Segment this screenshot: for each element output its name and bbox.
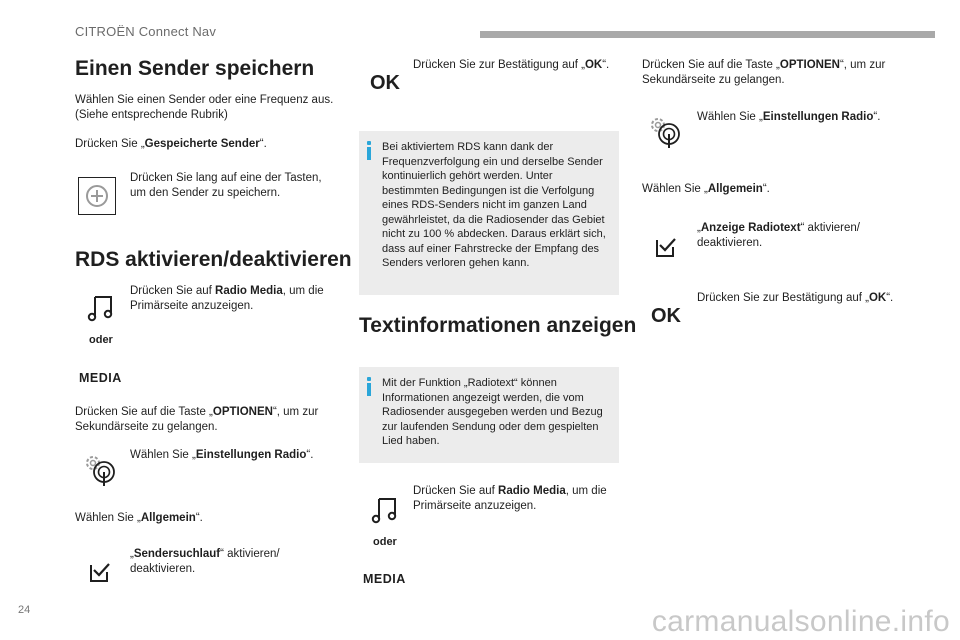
info-note-radiotext	[359, 367, 619, 463]
text: Drücken Sie „	[75, 138, 145, 150]
text: Drücken Sie auf	[413, 485, 499, 497]
paragraph	[130, 284, 340, 314]
bold-text: Sendersuchlauf	[133, 548, 221, 560]
paragraph	[130, 547, 300, 577]
text: “, um zur Sekundärseite zu gelangen.	[642, 59, 886, 86]
bold-text: Allgemein	[707, 183, 763, 195]
text: „	[130, 548, 134, 560]
bold-text: Radio Media	[498, 485, 566, 497]
text: (Siehe entsprechende Rubrik)	[75, 109, 228, 121]
text: , um die Primärseite anzuzeigen.	[130, 285, 324, 312]
page-number: 24	[18, 604, 31, 616]
checkbox-icon	[88, 561, 112, 588]
paragraph	[75, 93, 335, 123]
settings-radio-icon	[82, 452, 120, 493]
paragraph	[697, 110, 907, 125]
media-key-label: MEDIA	[79, 371, 122, 385]
ok-key-label: OK	[370, 72, 400, 94]
paragraph	[642, 58, 902, 88]
text: Wählen Sie einen Sender oder eine Frequenz aus.	[75, 94, 334, 106]
paragraph: Drücken Sie lang auf eine der Tasten, um den Sender zu speichern.	[130, 172, 322, 199]
text: Drücken Sie auf die Taste „	[75, 406, 213, 418]
text: Drücken Sie zur Bestätigung auf „	[413, 59, 585, 71]
checkbox-icon	[654, 236, 678, 263]
watermark: carmanualsonline.info	[651, 605, 950, 638]
text: Drücken Sie auf	[130, 285, 216, 297]
paragraph	[413, 484, 623, 514]
oder-label: oder	[373, 536, 397, 548]
bold-text: Einstellungen Radio	[195, 449, 307, 461]
music-note-icon	[370, 495, 400, 530]
text: , um die Primärseite anzuzeigen.	[413, 485, 607, 512]
bold-text: OPTIONEN	[212, 406, 273, 418]
text: “, um zur Sekundärseite zu gelangen.	[75, 406, 319, 433]
paragraph	[413, 58, 623, 73]
paragraph	[75, 405, 335, 435]
bold-text: OK	[868, 292, 887, 304]
text: “.	[602, 59, 610, 71]
info-note-rds	[359, 131, 619, 295]
ok-key-label: OK	[651, 305, 681, 327]
text: Wählen Sie „	[642, 183, 708, 195]
section-title-save-station: Einen Sender speichern	[75, 57, 315, 80]
bold-text: Radio Media	[215, 285, 283, 297]
text: “ aktivieren/ deaktivieren.	[697, 222, 860, 249]
section-title-radiotext: Textinformationen anzeigen	[359, 314, 637, 337]
text: Wählen Sie „	[697, 111, 763, 123]
section-title-rds: RDS aktivieren/deaktivieren	[75, 248, 352, 271]
paragraph	[75, 137, 335, 152]
paragraph	[130, 448, 340, 463]
text: “.	[195, 512, 203, 524]
text: “ aktivieren/ deaktivieren.	[130, 548, 280, 575]
paragraph	[75, 511, 335, 526]
settings-radio-icon	[647, 114, 685, 155]
music-note-icon	[86, 293, 116, 328]
paragraph	[642, 182, 902, 197]
media-key-label: MEDIA	[363, 572, 406, 586]
text: “.	[886, 292, 894, 304]
bold-text: Anzeige Radiotext	[700, 222, 801, 234]
text: “.	[259, 138, 267, 150]
oder-label: oder	[89, 334, 113, 346]
text: Drücken Sie zur Bestätigung auf „	[697, 292, 869, 304]
text: Drücken Sie auf die Taste „	[642, 59, 780, 71]
text: „	[697, 222, 701, 234]
bold-text: Gespeicherte Sender	[144, 138, 260, 150]
text: Wählen Sie „	[130, 449, 196, 461]
bold-text: Einstellungen Radio	[762, 111, 874, 123]
bold-text: OK	[584, 59, 603, 71]
paragraph	[697, 291, 907, 306]
manual-title: CITROËN Connect Nav	[75, 24, 217, 39]
text: “.	[306, 449, 314, 461]
info-icon	[367, 141, 371, 160]
header-bar	[480, 31, 935, 38]
note-text: Bei aktiviertem RDS kann dank der Frequenzverfolgung ein und derselbe Sender kontinuierlich gehört werden. Unter bestimmten Bedingungen ist die Verfolgung eines RDS-Senders nicht im ganzen Land gewährleistet, da die Radiosender das Gebiet nicht zu 100 % abdecken. Daraus erklärt sich, dass auf einer Fahrstrecke der Empfang des Senders verloren gehen kann.	[382, 141, 606, 269]
info-icon	[367, 377, 371, 396]
bold-text: Allgemein	[140, 512, 196, 524]
text: Wählen Sie „	[75, 512, 141, 524]
paragraph	[697, 221, 877, 251]
plus-icon	[78, 177, 116, 215]
text: “.	[762, 183, 770, 195]
note-text: Mit der Funktion „Radiotext“ können Informationen angezeigt werden, die vom Radiosender ausgegeben werden und Bezug zur laufenden Sendung oder dem gespielten Lied haben.	[382, 377, 603, 447]
bold-text: OPTIONEN	[779, 59, 840, 71]
text: “.	[873, 111, 881, 123]
